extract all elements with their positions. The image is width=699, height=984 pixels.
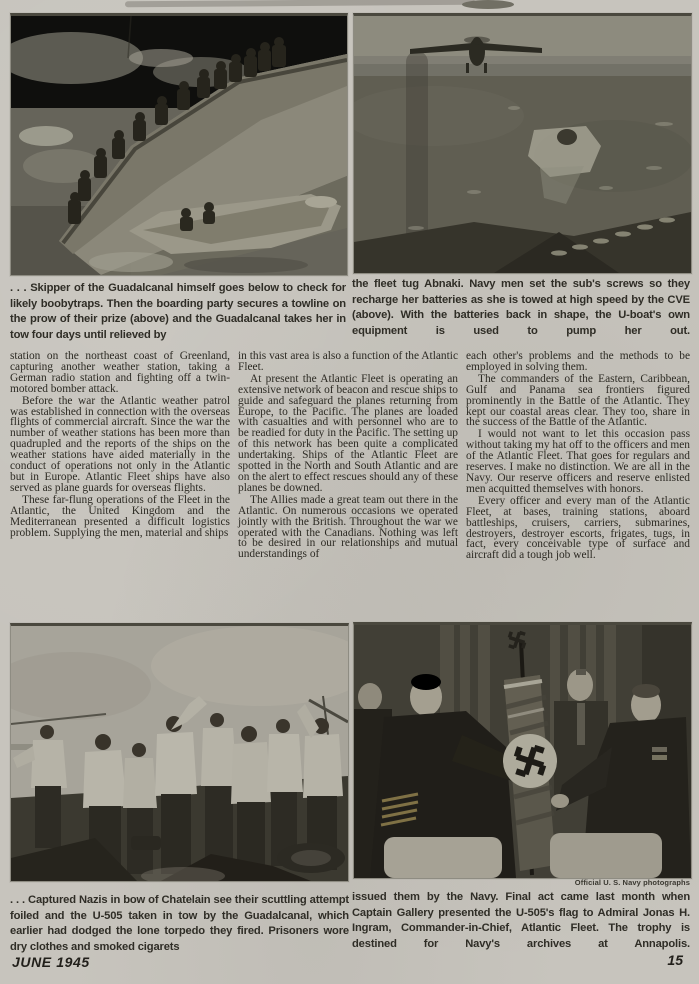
u505-boarding-illustration <box>11 16 347 275</box>
paragraph: each other's problems and the methods to be employed in solving them. <box>466 350 690 373</box>
page-number: 15 <box>667 952 683 968</box>
scan-smudge-dark <box>462 0 514 9</box>
paragraph: The commanders of the Eastern, Caribbean, Gulf and Panama sea frontiers figured prominently in the Battle of the Atlantic. They kept our coastal areas clear. They too, share in the success of the Battle of the Atlantic. <box>466 372 690 429</box>
paragraph: I would not want to let this occasion pass without taking my hat off to the officers and men of the Atlantic Fleet. That goes for regulars and reserves. I make no distinction. We are all in the Navy. Our reserve officers and reserve enlisted men acquitted themselves with honors. <box>466 428 690 495</box>
issue-date: JUNE 1945 <box>12 954 90 970</box>
plane-over-tow-illustration <box>354 16 691 273</box>
photo-plane-over-tow <box>353 13 692 274</box>
photo-u505-boarding <box>10 13 348 276</box>
caption-bottom-left: . . . Captured Nazis in bow of Chatelain see their scuttling attempt foiled and the U-505 taken in tow by the Guadalcanal, which earlier had dodged the lone torpedo they fired. Prisoners wore dry clothes and smoked cigarets <box>10 894 349 953</box>
captain-hand <box>551 794 569 808</box>
chair-back-left <box>384 837 502 878</box>
prisoners-illustration <box>11 626 348 881</box>
chair-back-right <box>550 833 662 878</box>
paragraph: At present the Atlantic Fleet is operating an extensive network of beacon and rescue ships to guide and safeguard the planes returning from Europe, to the Pacific. The planes are loaded with casualties and with personnel who are to be readied for duty in the Pacific. The setting up of this network has been quite a complicated undertaking. Ships of the Atlantic Fleet are spotted in the North and South Atlantic and are on the alert to effect rescues should any of these planes be downed. <box>238 372 458 494</box>
paragraph: Before the war the Atlantic weather patrol was established in connection with the overseas flights of commercial aircraft. Since the war the number of weather stations has been more than quadrupled and the reports of the ships on the weather stations have aided materially in the conduct of operations not only in the Atlantic but in Europe. Atlantic Fleet ships have also served as plane guards for overseas flights. <box>10 394 230 494</box>
photo-flag-presentation <box>353 622 692 879</box>
sea-foam <box>19 126 73 146</box>
article-column-1 <box>10 351 230 539</box>
paragraph: These far-flung operations of the Fleet in the Atlantic, the United Kingdom and the Mediterranean presented a difficult logistics problem. Supplying the men, material and ships <box>10 493 230 539</box>
paragraph: station on the northeast coast of Greenland, capturing another weather station, taking a German radio station and fighting off a twin-motored bomber attack. <box>10 350 230 395</box>
photo-prisoners-on-bow <box>10 623 349 882</box>
scan-smudge <box>125 0 475 7</box>
flag-presentation-illustration <box>354 625 691 878</box>
caption-top-left: . . . Skipper of the Guadalcanal himself goes below to check for likely boobytraps. Then the boarding party secures a towline on the prow of their prize (above) and the Guadalcanal takes her in tow four days until relieved by <box>10 282 346 341</box>
caption-bottom-right: issued them by the Navy. Final act came last month when Captain Gallery presented the U-505's flag to Admiral Jonas H. Ingram, Commander-in-Chief, Atlantic Fleet. The trophy is destined for Navy's archives at Annapolis. <box>352 891 690 950</box>
paragraph: Every officer and every man of the Atlantic Fleet, at bases, training stations, aboard battleships, cruisers, carriers, submarines, destroyers, destroyer escorts, frigates, tugs, in fact, every conceivable type of surface and aircraft did a tough job well. <box>466 494 690 562</box>
caption-top-right: the fleet tug Abnaki. Navy men set the sub's screws so they recharge her batteries as she is towed at high speed by the CVE (above). With the batteries back in shape, the U-boat's own equipment is used to pump her out. <box>352 278 690 337</box>
paragraph: in this vast area is also a function of the Atlantic Fleet. <box>238 350 458 373</box>
article-column-2 <box>238 351 458 561</box>
paragraph: The Allies made a great team out there in the Atlantic. On numerous occasions we operated jointly with the British. Throughout the war we operated with the Canadians. Nothing was left to be desired in our relationships and mutual understandings of <box>238 493 458 561</box>
foreground-mast-blur <box>406 51 428 251</box>
navy-photo-credit: Official U. S. Navy photographs <box>574 878 690 887</box>
article-column-3 <box>466 351 690 562</box>
